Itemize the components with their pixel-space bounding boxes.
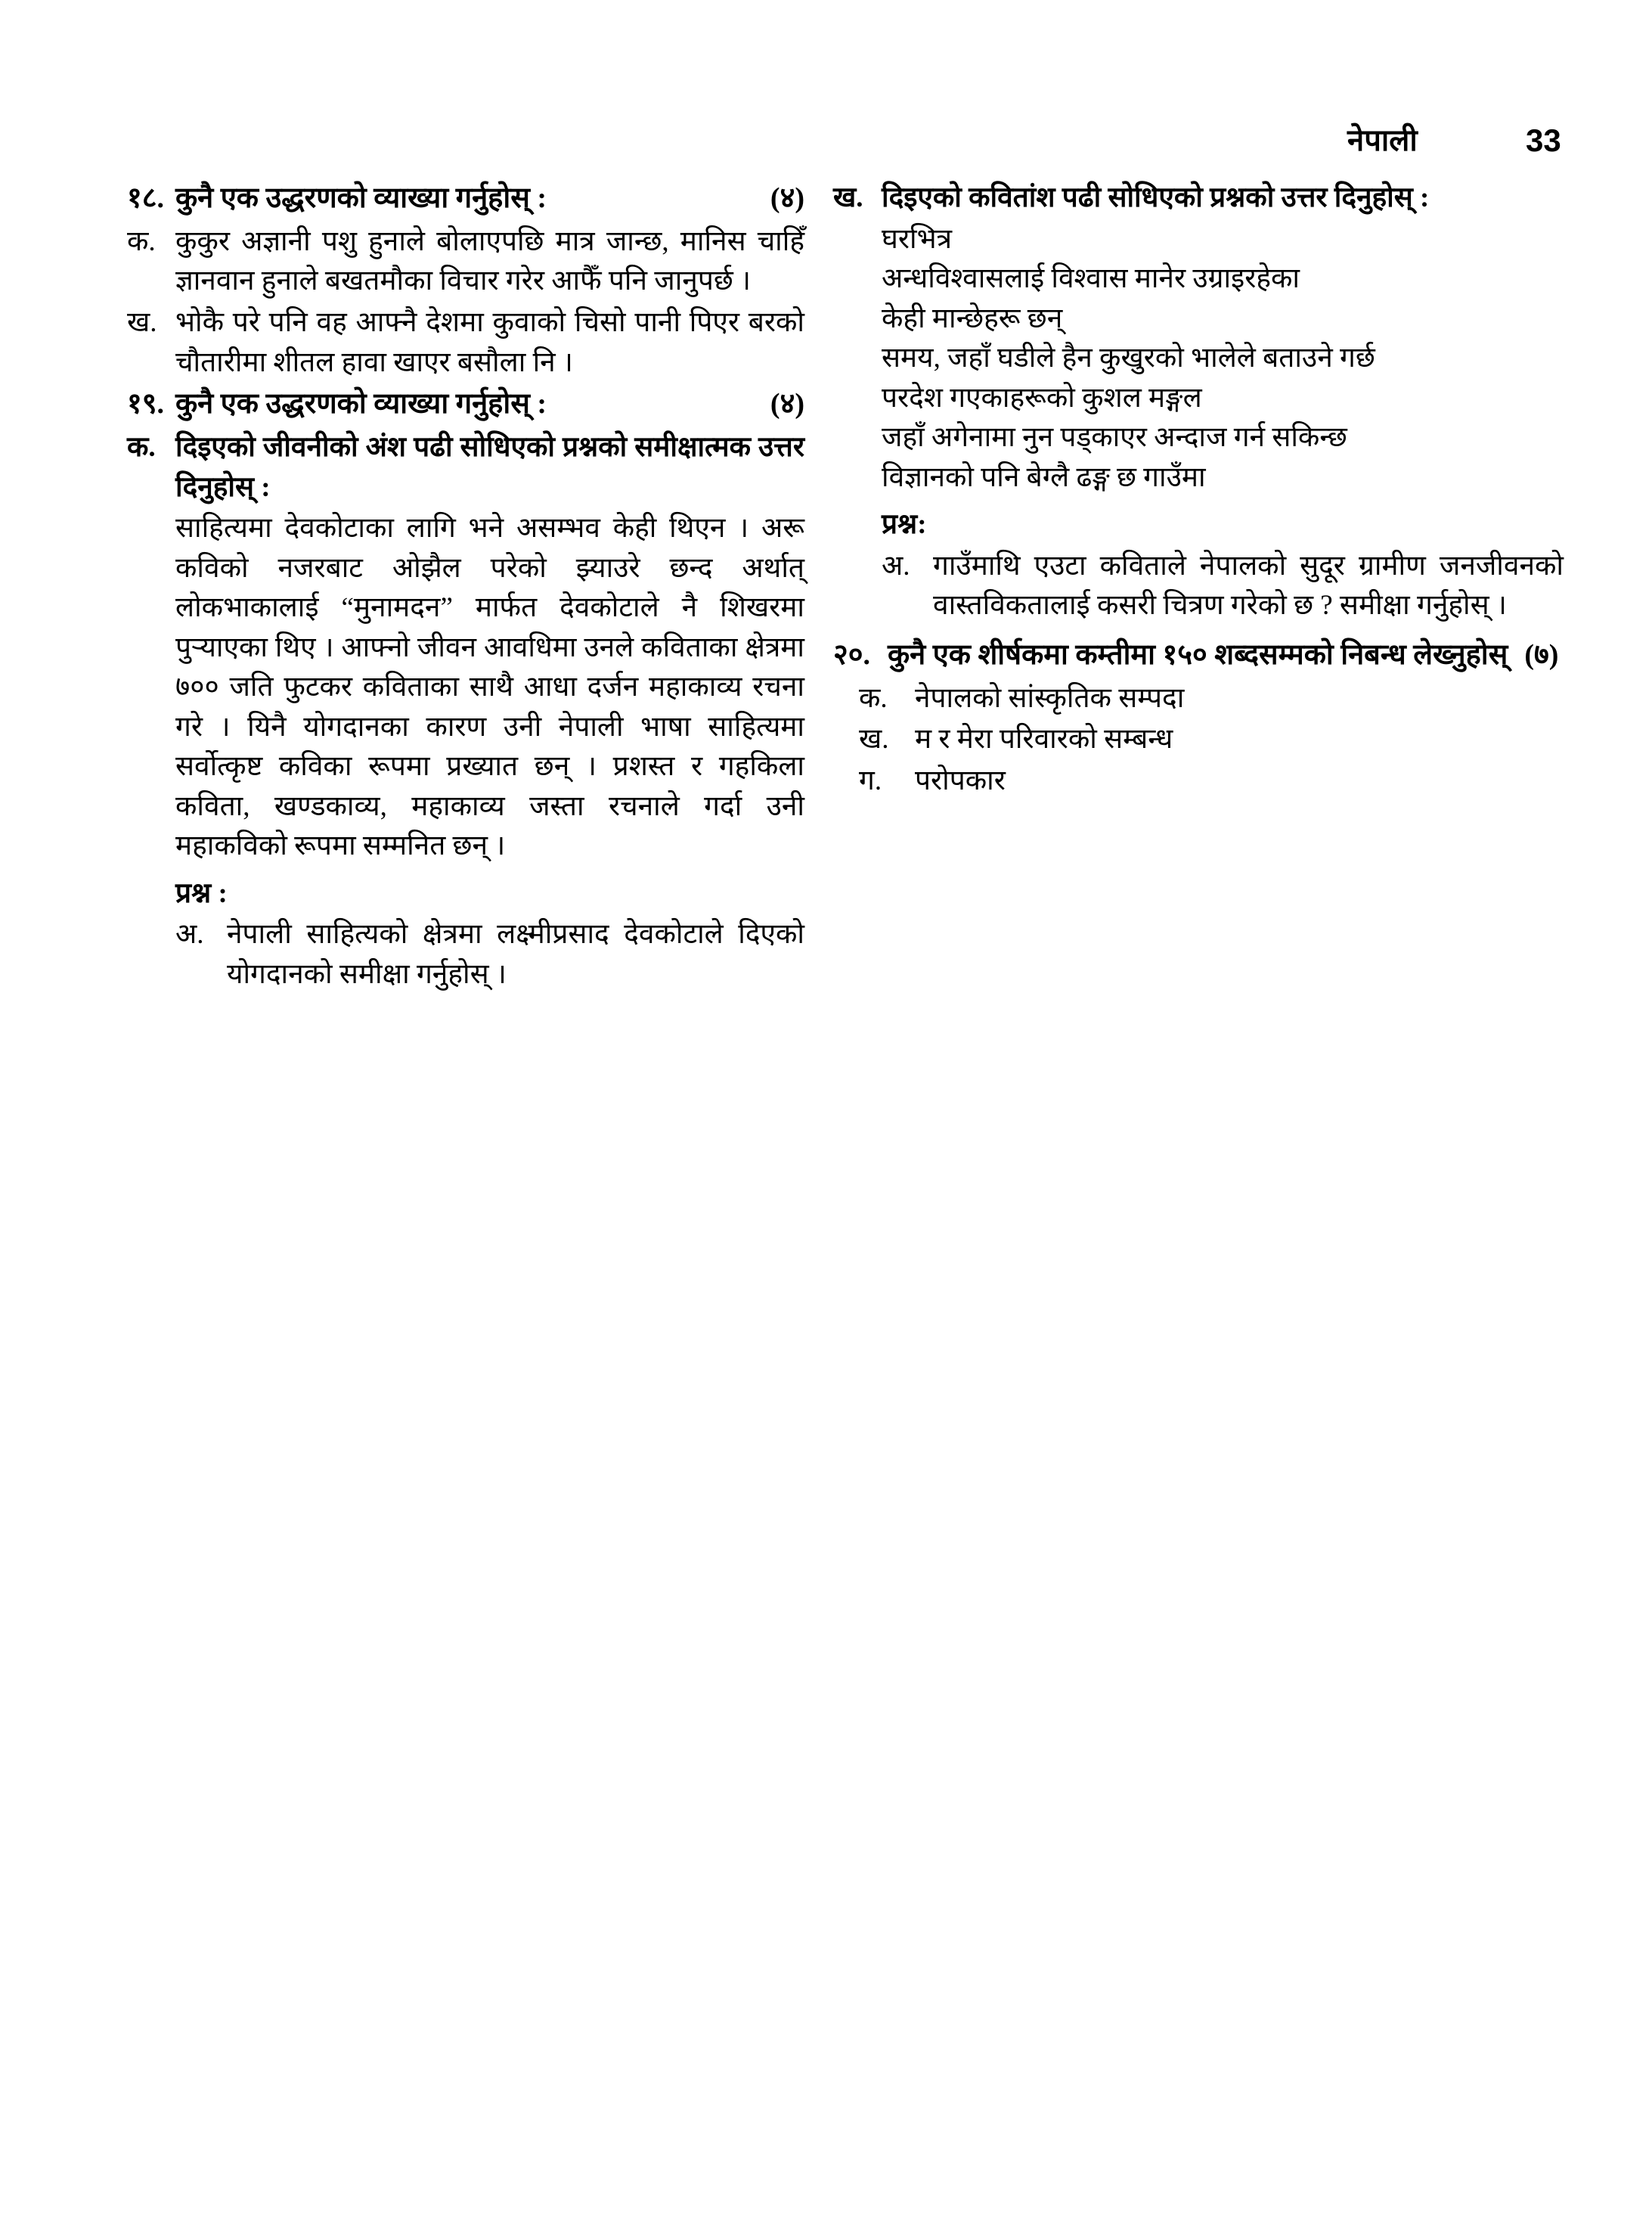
essay-option-ga [859,762,1564,802]
question-20-number: २०. [833,638,871,671]
content-columns [127,178,1564,994]
q19-item-kha-heading [833,178,1564,219]
q18-item-kha [127,303,804,383]
q19-biography-passage: साहित्यमा देवकोटाका लागि भने असम्भव केही थिएन । अरू कविको नजरबाट ओझैल परेको झ्याउरे छन्द अर्थात् लोकभाकालाई “मुनामदन” मार्फत देवकोटाले नै शिखरमा पुऱ्याएका थिए । आफ्नो जीवन आवधिमा उनले कविताका क्षेत्रमा ७०० जति फुटकर कविताका साथै आधा दर्जन महाकाव्य रचना गरे । यिनै योगदानका कारण उनी नेपाली भाषा साहित्यमा सर्वोत्कृष्ट कविका रूपमा प्रख्यात छन् । प्रशस्त र गहकिला कविता, खण्डकाव्य, महाकाव्य जस्ता रचनाले गर्दा उनी महाकविको रूपमा सम्मनित छन् । [175,513,804,862]
essay-option-kha [859,720,1564,760]
question-20-marks: (७) [1524,638,1559,671]
poem-line: समय, जहाँ घडीले हैन कुखुरको भालेले बताउने गर्छ [882,343,1375,374]
essay-option-kha-text: म र मेरा परिवारको सम्बन्ध [915,724,1173,756]
qkha-sub-question-text: गाउँमाथि एउटा कविताले नेपालको सुदूर ग्रामीण जनजीवनको वास्तविकतालाई कसरी चित्रण गरेको छ ? समीक्षा गर्नुहोस् । [933,550,1564,622]
question-18-marks: (४) [770,182,804,214]
q19-item-ka-heading [127,428,804,507]
poem-line: परदेश गएकाहरूको कुशल मङ्गल [882,382,1202,414]
poem-line: केही मान्छेहरू छन् [882,303,1063,334]
question-19-title: कुनै एक उद्धरणको व्याख्या गर्नुहोस् : [175,388,547,420]
question-19-number: १९. [127,388,165,420]
q19-item-kha-title: दिइएको कवितांश पढी सोधिएको प्रश्नको उत्तर दिनुहोस् : [882,182,1430,213]
question-18-title: कुनै एक उद्धरणको व्याख्या गर्नुहोस् : [175,182,547,214]
poem-line: जहाँ अगेनामा नुन पड्काएर अन्दाज गर्न सकिन्छ [882,422,1347,454]
question-20-title: कुनै एक शीर्षकमा कम्तीमा १५० शब्दसम्मको निबन्ध लेख्नुहोस् [888,638,1508,671]
essay-option-kha-label: ख. [859,724,889,756]
poem-excerpt [882,220,1564,498]
q19-item-kha-label: ख. [833,182,863,213]
poem-line: अन्धविश्वासलाई विश्वास मानेर उग्राइरहेका [882,263,1300,295]
q19-item-ka-label: क. [127,432,156,464]
header-page-number: 33 [1526,123,1561,158]
question-20 [833,635,1564,802]
q19-sub-question [175,915,804,994]
essay-option-ga-text: परोपकार [915,765,1006,796]
question-19-heading [127,384,804,425]
q18-item-ka-text: कुकुर अज्ञानी पशु हुनाले बोलाएपछि मात्र जान्छ, मानिस चाहिँ ज्ञानवान हुनाले बखतमौका विचार गरेर आफैँ पनि जानुपर्छ । [175,225,804,297]
question-20-heading [833,635,1564,676]
essay-option-ka [859,679,1564,719]
q19-question-label: प्रश्न : [175,877,228,909]
poem-line: घरभित्र [882,223,953,255]
question-18-heading [127,178,804,219]
essay-option-ka-label: क. [859,682,888,714]
q19-sub-question-label: अ. [175,919,204,951]
q18-item-kha-text: भोकै परे पनि वह आफ्नै देशमा कुवाको चिसो पानी पिएर बरको चौतारीमा शीतल हावा खाएर बसौला नि । [175,307,804,378]
q18-item-ka [127,222,804,302]
qkha-sub-question [882,547,1564,626]
q18-item-kha-label: ख. [127,307,157,339]
essay-topic-options [859,679,1564,802]
essay-option-ga-label: ग. [859,765,882,796]
q19-item-ka-title: दिइएको जीवनीको अंश पढी सोधिएको प्रश्नको समीक्षात्मक उत्तर दिनुहोस् : [175,432,804,503]
poem-line: विज्ञानको पनि बेग्लै ढङ्ग छ गाउँमा [882,461,1206,493]
q19-sub-question-text: नेपाली साहित्यको क्षेत्रमा लक्ष्मीप्रसाद देवकोटाले दिएको योगदानको समीक्षा गर्नुहोस् । [227,919,804,990]
qkha-question-label: प्रश्न: [882,509,927,541]
essay-option-ka-text: नेपालको सांस्कृतिक सम्पदा [915,682,1185,714]
question-18-number: १८. [127,182,165,214]
q18-item-ka-label: क. [127,225,156,257]
question-19-marks: (४) [770,388,804,420]
header-subject: नेपाली [1347,124,1418,157]
qkha-sub-question-label: अ. [882,550,910,582]
right-column [833,178,1564,802]
left-column [127,178,804,994]
